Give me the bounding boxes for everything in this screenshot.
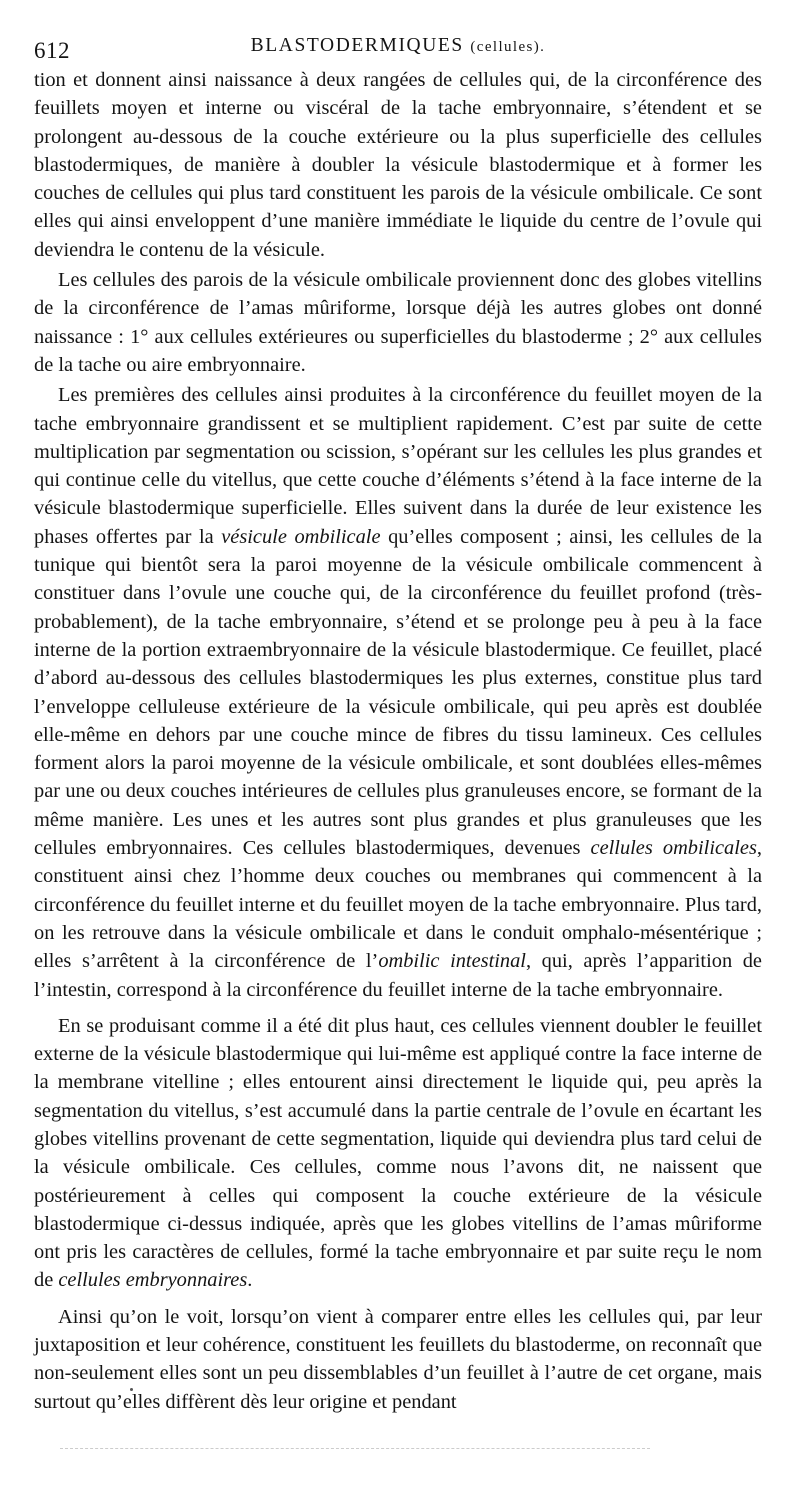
paragraph-text: qu’elles composent ; ainsi, les cellules de la tunique qui bientôt sera la paroi moyenne de la vésicule ombilicale commencent à constituer dans l’ovule une couche qui, de la circonférence du feuillet profond (très-probablement), de la tache embryonnaire, s’étend et se prolonge peu à peu à la face interne de la portion extraembryonnaire de la vésicule blastodermique. Ce feuillet, placé d’abord au-dessous des cellules blastodermiques les plus externes, constitue plus tard l’enveloppe celluleuse extérieure de la vésicule ombilicale, qui peu après est doublée elle-même en dehors par une couche mince de fibres du tissu lamineux. Ces cellules forment alors la paroi moyenne de la vésicule ombilicale, et sont doublées elles-mêmes par une ou deux couches intérieures de cellules plus granuleuses encore, se formant de la même manière. Les unes et les autres sont plus grandes et plus granuleuses que les cellules embryonnaires. Ces cellules blastodermiques, devenues (34, 525, 763, 860)
running-head (34, 35, 762, 57)
paragraph-text: , qui, après l’apparition de l’intestin, correspond à la circonférence du feuillet interne de la tache embryonnaire. (34, 950, 762, 1001)
page-number: 612 (34, 38, 70, 63)
running-head-title: BLASTODERMIQUES (250, 35, 464, 56)
paragraph-text: , constituent ainsi chez l’homme deux couches ou membranes qui commencent à la circonférence du feuillet interne et du feuillet moyen de la tache embryonnaire. Plus tard, on les retrouve dans la vésicule ombilicale et dans le conduit omphalo-mésentérique ; elles s’arrêtent à la circonférence de l’ (34, 837, 762, 973)
paragraph-text: Ainsi qu’on le voit, lorsqu’on vient à comparer entre elles les cellules qui, par leur juxtaposition et leur cohérence, constituent les feuillets du blastoderme, on reconnaît que non-seulement elles sont un peu dissemblables d’un feuillet à l’autre de cet organe, mais surtout qu’elles diffèrent dès leur origine et pendant (34, 1305, 762, 1413)
paragraph-4 (34, 1012, 762, 1295)
paragraph-1 (34, 66, 762, 264)
paragraph-text: Les cellules des parois de la vésicule ombilicale proviennent donc des globes vitellins de la circonférence de l’amas mûriforme, lorsque déjà les autres globes ont donné naissance : 1° aux cellules extérieures ou superficielles du blastoderme ; 2° aux cellules de la tache ou aire embryonnaire. (34, 269, 762, 376)
paragraph-text: tion et donnent ainsi naissance à deux rangées de cellules qui, de la circonférence des feuillets moyen et interne ou viscéral de la tache embryonnaire, s’étendent et se prolongent au-dessous de la couche extérieure ou la plus superficielle des cellules blastodermiques, de manière à doubler la vésicule blastodermique et à former les couches de cellules qui plus tard constituent les parois de la vésicule ombilicale. Ce sont elles qui ainsi enveloppent d’une manière immédiate le liquide du centre de l’ovule qui deviendra le contenu de la vésicule. (34, 69, 762, 261)
italic-term-cellules-embryonnaires: cellules embryonnaires (58, 1269, 248, 1292)
paragraph-text: Les premières des cellules ainsi produites à la circonférence du feuillet moyen de la tache embryonnaire grandissent et se multiplient rapidement. C’est par suite de cette multiplication par segmentation ou scission, s’opérant sur les cellules les plus grandes et qui continue celle du vitellus, que cette couche d’éléments s’étend à la face interne de la vésicule blastodermique superficielle. Elles suivent dans la durée de leur existence les phases offertes par la (34, 384, 762, 548)
paragraph-5 (34, 1303, 762, 1416)
italic-term-cellules-ombilicales: cellules ombilicales (590, 837, 757, 860)
italic-term-ombilic-intestinal: ombilic intestinal (378, 950, 526, 973)
paragraph-text: . (247, 1269, 253, 1292)
page-header (34, 30, 762, 66)
body-text (34, 66, 762, 1416)
running-head-subtitle: (cellules). (470, 39, 546, 55)
paragraph-2 (34, 266, 762, 379)
paragraph-text: En se produisant comme il a été dit plus haut, ces cellules viennent doubler le feuillet externe de la vésicule blastodermique qui lui-même est appliqué contre la face interne de la membrane vitelline ; elles entourent ainsi directement le liquide qui, peu après la segmentation du vitellus, s’est accumulé dans la partie centrale de l’ovule en écartant les globes vitellins provenant de cette segmentation, liquide qui deviendra plus tard celui de la vésicule ombilicale. Ces cellules, comme nous l’avons dit, ne naissent que postérieurement à celles qui composent la couche extérieure de la vésicule blastodermique ci-dessus indiquée, après que les globes vitellins de l’amas mûriforme ont pris les caractères de cellules, formé la tache embryonnaire et par suite reçu le nom de (34, 1014, 762, 1292)
paragraph-3 (34, 381, 762, 1004)
footer-rule (60, 1448, 650, 1449)
print-speck (130, 1388, 133, 1391)
italic-term-vesicule-ombilicale: vésicule ombilicale (221, 525, 381, 548)
